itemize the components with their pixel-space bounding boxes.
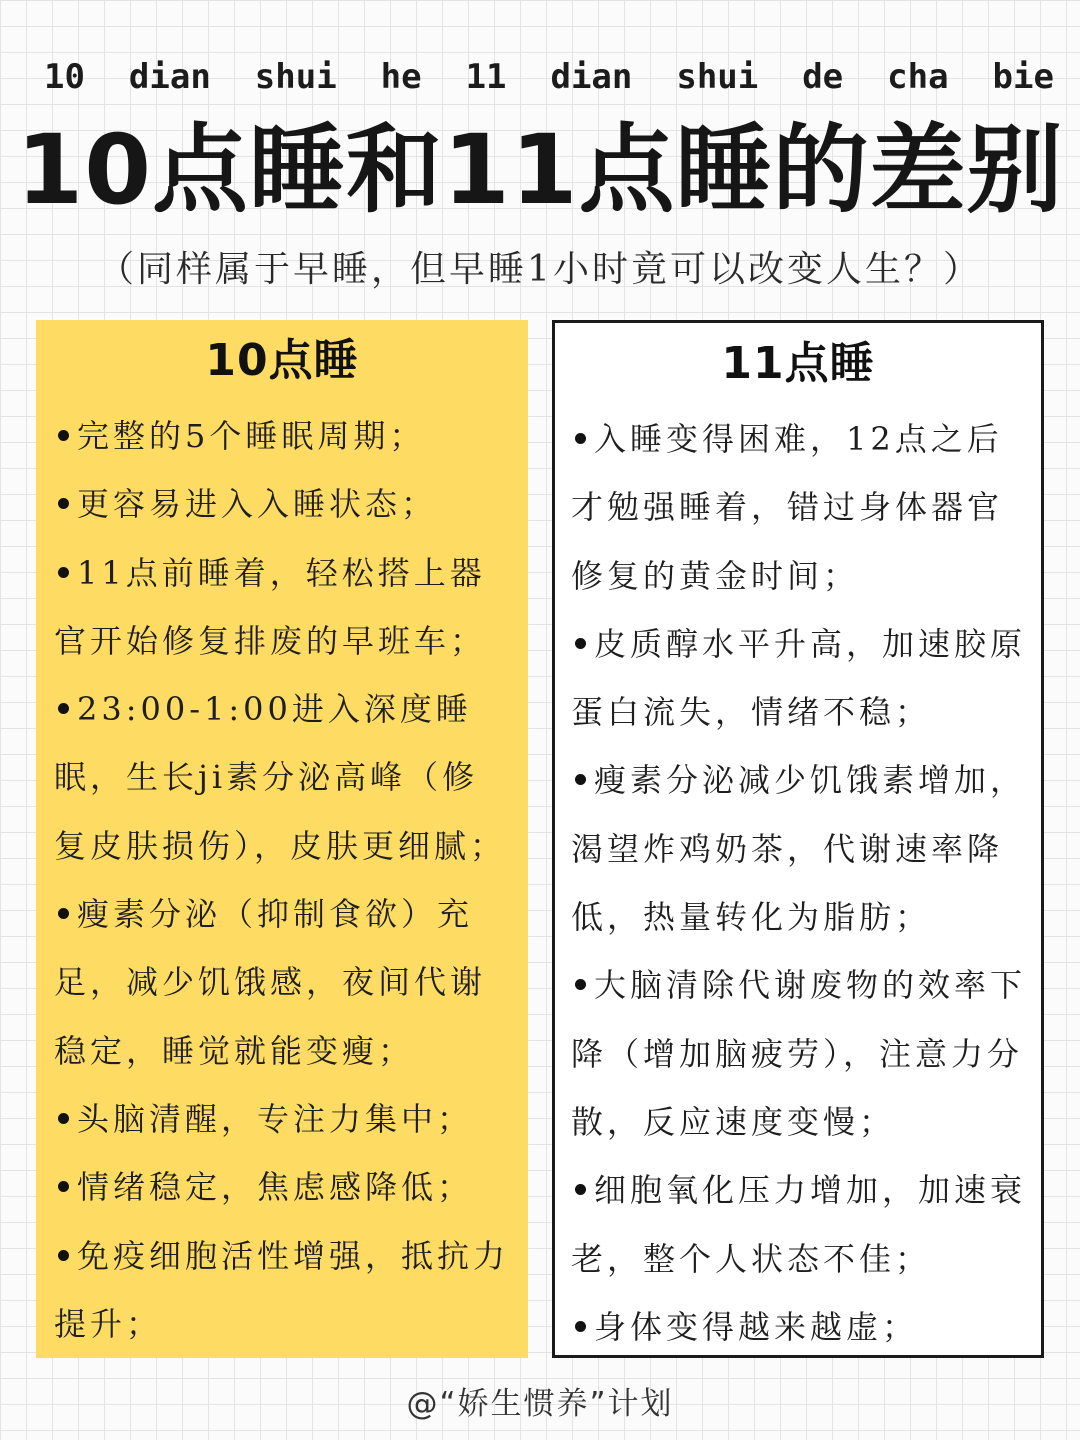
pinyin-line <box>0 52 1080 102</box>
eleven-pm-list <box>555 405 1041 1361</box>
bullet-icon <box>58 1181 69 1192</box>
bullet-icon <box>58 703 69 714</box>
list-item <box>54 1153 514 1221</box>
pinyin-syllable: dian <box>550 57 633 97</box>
bullet-icon <box>575 433 586 444</box>
bullet-icon <box>575 1184 586 1195</box>
list-item <box>571 1293 1033 1361</box>
bullet-icon <box>58 498 69 509</box>
list-item-text: 更容易进入入睡状态； <box>77 485 438 524</box>
list-item-text: 皮质醇水平升高，加速胶原蛋白流失，情绪不稳； <box>571 624 1027 732</box>
pinyin-syllable: 10 <box>44 57 85 97</box>
list-item <box>54 470 514 538</box>
list-item-text: 瘦素分泌（抑制食欲）充足，减少饥饿感，夜间代谢稳定，睡觉就能变瘦； <box>54 895 487 1070</box>
list-item <box>571 951 1033 1156</box>
list-item <box>54 880 514 1085</box>
pinyin-syllable: dian <box>128 57 211 97</box>
list-item-text: 瘦素分泌减少饥饿素增加，渴望炸鸡奶茶，代谢速率降低，热量转化为脂肪； <box>571 761 1027 937</box>
bullet-icon <box>575 1321 586 1332</box>
bullet-icon <box>58 908 69 919</box>
ten-pm-column-title: 10点睡 <box>205 335 359 386</box>
bullet-icon <box>58 1250 69 1261</box>
list-item-text: 大脑清除代谢废物的效率下降（增加脑疲劳），注意力分散，反应速度变慢； <box>571 966 1027 1141</box>
pinyin-syllable: shui <box>676 57 759 97</box>
eleven-pm-column <box>552 320 1044 1358</box>
list-item-text: 23:00-1:00进入深度睡眠，生长ji素分泌高峰（修复皮肤损伤），皮肤更细腻； <box>54 690 507 865</box>
page-title: 10点睡和11点睡的差别 <box>16 114 1064 226</box>
list-item <box>571 610 1033 747</box>
pinyin-syllable: bie <box>992 57 1054 97</box>
eleven-pm-column-title: 11点睡 <box>721 338 875 389</box>
bullet-icon <box>575 774 586 785</box>
list-item-text: 入睡变得困难，12点之后才勉强睡着，错过身体器官修复的黄金时间； <box>571 420 1004 595</box>
list-item-text: 完整的5个睡眠周期； <box>77 417 426 455</box>
list-item <box>571 1156 1033 1293</box>
footer-credit: @“娇生惯养”计划 <box>406 1386 674 1422</box>
list-item-text: 身体变得越来越虚； <box>594 1307 919 1346</box>
bullet-icon <box>58 1113 69 1124</box>
list-item-text: 11点前睡着，轻松搭上器官开始修复排废的早班车； <box>54 553 487 660</box>
page-subtitle: （同样属于早睡，但早睡1小时竟可以改变人生？） <box>98 249 982 290</box>
pinyin-syllable: shui <box>254 57 337 97</box>
pinyin-syllable: de <box>802 57 844 97</box>
list-item-text: 情绪稳定，焦虑感降低； <box>77 1168 474 1207</box>
list-item-text: 细胞氧化压力增加，加速衰老，整个人状态不佳； <box>571 1171 1027 1278</box>
ten-pm-list <box>36 402 528 1358</box>
ten-pm-column <box>36 320 528 1358</box>
bullet-icon <box>58 567 69 578</box>
bullet-icon <box>575 979 586 990</box>
list-item <box>54 402 514 470</box>
list-item <box>571 405 1033 610</box>
pinyin-syllable: 11 <box>465 57 507 97</box>
list-item-text: 头脑清醒，专注力集中； <box>77 1099 474 1138</box>
pinyin-syllable: cha <box>887 57 949 97</box>
pinyin-syllable: he <box>380 57 422 97</box>
list-item <box>54 539 514 676</box>
list-item <box>54 1222 514 1359</box>
list-item-text: 免疫细胞活性增强，抵抗力提升； <box>54 1236 510 1343</box>
bullet-icon <box>58 430 69 441</box>
list-item <box>54 675 514 880</box>
list-item <box>54 1085 514 1153</box>
list-item <box>571 746 1033 951</box>
bullet-icon <box>575 638 586 649</box>
